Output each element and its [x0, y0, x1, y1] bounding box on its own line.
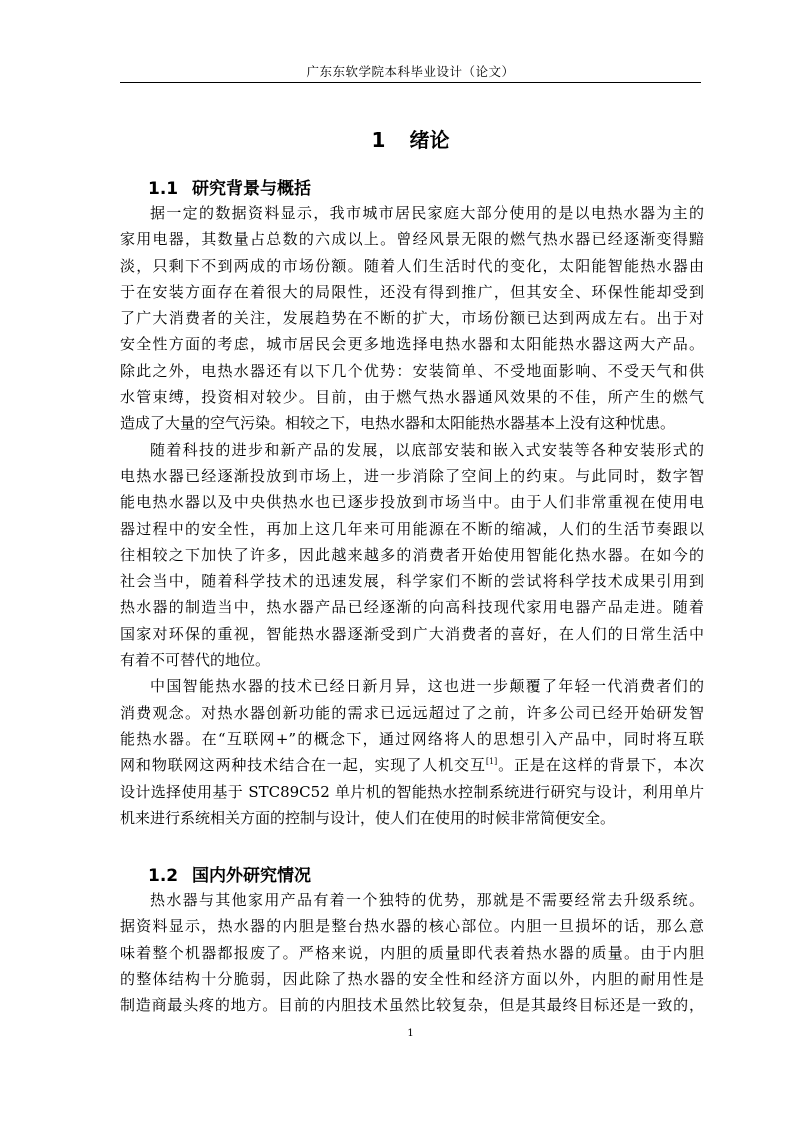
text-line: 电热水器已经逐渐投放到市场上，进一步消除了空间上的约束。与此同时，数字智	[120, 466, 704, 485]
section-heading-1-2	[148, 861, 311, 886]
text-line: 于在安装方面存在着很大的局限性，还没有得到推广，但其安全、环保性能却受到	[120, 282, 704, 301]
text-line: 了广大消费者的关注，发展趋势在不断的扩大，市场份额已达到两成左右。出于对	[120, 309, 704, 328]
text-line: 随着科技的进步和新产品的发展，以底部安装和嵌入式安装等各种安装形式的	[150, 440, 704, 459]
text-line: 除此之外，电热水器还有以下几个优势：安装简单、不受地面影响、不受天气和供	[120, 361, 704, 380]
chapter-title	[120, 124, 701, 153]
text-line: 能电热水器以及中央供热水也已逐步投放到市场当中。由于人们非常重视在使用电	[120, 493, 704, 512]
text-line: 中国智能热水器的技术已经日新月异，这也进一步颠覆了年轻一代消费者们的	[150, 677, 704, 696]
text-line: 往相较之下加快了许多，因此越来越多的消费者开始使用智能化热水器。在如今的	[120, 545, 704, 564]
text-line: 淡，只剩下不到两成的市场份额。随着人们生活时代的变化，太阳能智能热水器由	[120, 256, 704, 275]
text-line: 能热水器。在“互联网+”的概念下，通过网络将人的思想引入产品中，同时将互联	[120, 729, 704, 748]
text-line: 国家对环保的重视，智能热水器逐渐受到广大消费者的喜好，在人们的日常生活中	[120, 624, 704, 643]
section-title-text: 国内外研究情况	[192, 866, 311, 886]
chapter-number: 1	[371, 128, 386, 152]
text-line: 据一定的数据资料显示，我市城市居民家庭大部分使用的是以电热水器为主的	[150, 204, 704, 222]
chapter-title-text: 绪论	[409, 128, 450, 152]
header-rule	[120, 82, 701, 83]
page-header: 广东东软学院本科毕业设计（论文）	[306, 64, 515, 79]
text-line: 的整体结构十分脆弱，因此除了热水器的安全性和经济方面以外，内胆的耐用性是	[120, 969, 704, 988]
page-number: 1	[407, 1028, 414, 1039]
section-title-text: 研究背景与概括	[192, 179, 311, 199]
text-line: 社会当中，随着科学技术的迅速发展，科学家们不断的尝试将科学技术成果引用到	[120, 572, 704, 591]
text-line: 味着整个机器都报废了。严格来说，内胆的质量即代表着热水器的质量。由于内胆	[120, 943, 704, 962]
citation-marker: [1]	[485, 757, 498, 767]
section-1-1-body	[120, 200, 704, 831]
section-1-2-body	[120, 887, 704, 1018]
text-line: 热水器与其他家用产品有着一个独特的优势，那就是不需要经常去升级系统。	[150, 891, 704, 909]
text-line: 热水器的制造当中，热水器产品已经逐渐的向高科技现代家用电器产品走进。随着	[120, 598, 704, 617]
section-heading-1-1	[148, 174, 311, 199]
text-line: 器过程中的安全性，再加上这几年来可用能源在不断的缩减，人们的生活节奏跟以	[120, 519, 704, 538]
text-line: 消费观念。对热水器创新功能的需求已远远超过了之前，许多公司已经开始研发智	[120, 703, 704, 722]
text-line: 制造商最头疼的地方。目前的内胆技术虽然比较复杂，但是其最终目标还是一致的，	[120, 996, 704, 1015]
text-line: 网和物联网这两种技术结合在一起，实现了人机交互[1]。正是在这样的背景下，本次	[120, 756, 704, 775]
text-line: 机来进行系统相关方面的控制与设计，使人们在使用的时候非常简便安全。	[120, 808, 616, 827]
section-number: 1.2	[148, 866, 179, 886]
text-line: 造成了大量的空气污染。相较之下，电热水器和太阳能热水器基本上没有这种忧患。	[120, 414, 676, 433]
section-number: 1.1	[148, 179, 179, 199]
text-line: 有着不可替代的地位。	[120, 651, 271, 670]
text-line: 据资料显示，热水器的内胆是整台热水器的核心部位。内胆一旦损坏的话，那么意	[120, 917, 704, 936]
text-line: 水管束缚，投资相对较少。目前，由于燃气热水器通风效果的不佳，所产生的燃气	[120, 388, 704, 407]
text-line: 设计选择使用基于 STC89C52 单片机的智能热水控制系统进行研究与设计，利用单片	[120, 782, 704, 801]
text-line: 家用电器，其数量占总数的六成以上。曾经风景无限的燃气热水器已经逐渐变得黯	[120, 230, 704, 249]
text-line: 安全性方面的考虑，城市居民会更多地选择电热水器和太阳能热水器这两大产品。	[120, 335, 704, 354]
